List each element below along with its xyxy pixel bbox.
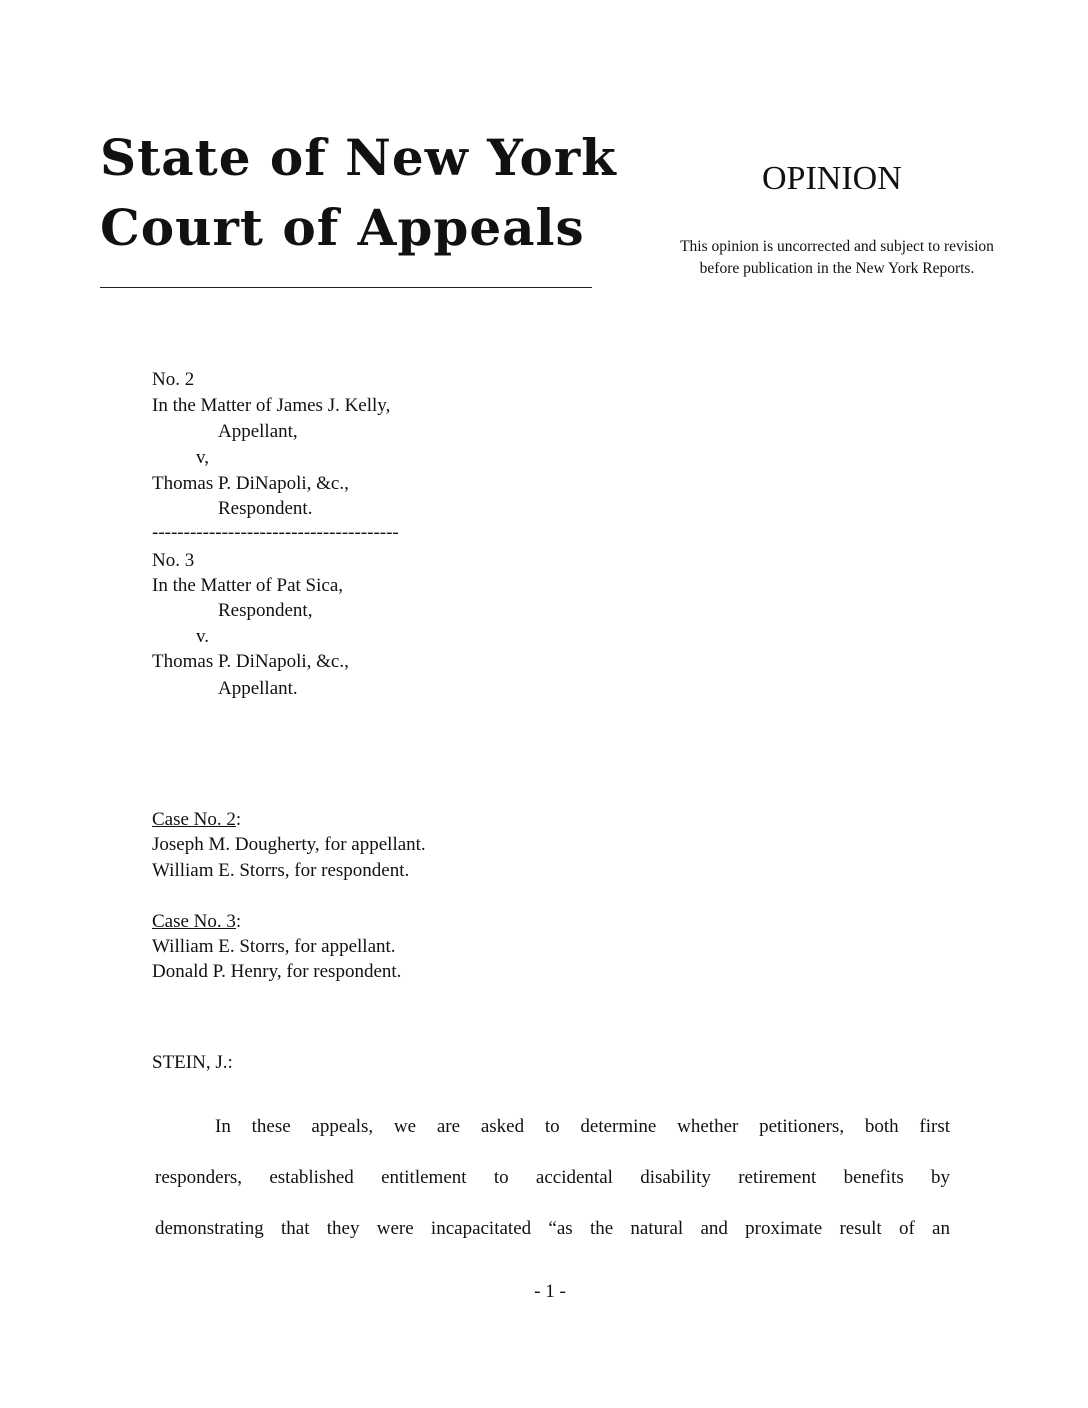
case-separator: --------------------------------------- xyxy=(152,522,399,543)
case3-party2: Thomas P. DiNapoli, &c., xyxy=(152,651,349,672)
case3-counsel-heading: Case No. 3: xyxy=(152,911,242,932)
header-rule xyxy=(100,287,592,288)
case3-party2-role: Appellant. xyxy=(218,678,298,699)
judge-name: STEIN, J.: xyxy=(152,1052,233,1073)
page-number: - 1 - xyxy=(534,1281,566,1302)
case3-versus: v. xyxy=(196,626,210,647)
revision-notice-line2: before publication in the New York Reports. xyxy=(699,260,975,277)
body-line: demonstrating that they were incapacitated “as the natural and proximate result of an xyxy=(155,1218,950,1239)
case3-matter: In the Matter of Pat Sica, xyxy=(152,575,344,596)
counsel-line: William E. Storrs, for appellant. xyxy=(152,936,396,957)
case2-number: No. 2 xyxy=(152,369,195,390)
body-line: In these appeals, we are asked to determine whether petitioners, both first xyxy=(215,1116,950,1137)
counsel-line: Joseph M. Dougherty, for appellant. xyxy=(152,834,426,855)
case2-party2: Thomas P. DiNapoli, &c., xyxy=(152,473,349,494)
counsel-line: Donald P. Henry, for respondent. xyxy=(152,961,402,982)
case3-number: No. 3 xyxy=(152,550,195,571)
opinion-label: OPINION xyxy=(762,160,902,197)
body-line: responders, established entitlement to accidental disability retirement benefits by xyxy=(155,1167,950,1188)
counsel-line: William E. Storrs, for respondent. xyxy=(152,860,410,881)
case2-counsel-heading: Case No. 2: xyxy=(152,809,242,830)
case2-versus: v, xyxy=(196,447,210,468)
court-name-line1: State of New York xyxy=(100,128,617,187)
case2-matter: In the Matter of James J. Kelly, xyxy=(152,395,391,416)
case2-party1-role: Appellant, xyxy=(218,421,298,442)
revision-notice-line1: This opinion is uncorrected and subject to revision xyxy=(680,238,994,255)
case3-party1-role: Respondent, xyxy=(218,600,313,621)
court-name-line2: Court of Appeals xyxy=(100,198,585,257)
case2-party2-role: Respondent. xyxy=(218,498,313,519)
